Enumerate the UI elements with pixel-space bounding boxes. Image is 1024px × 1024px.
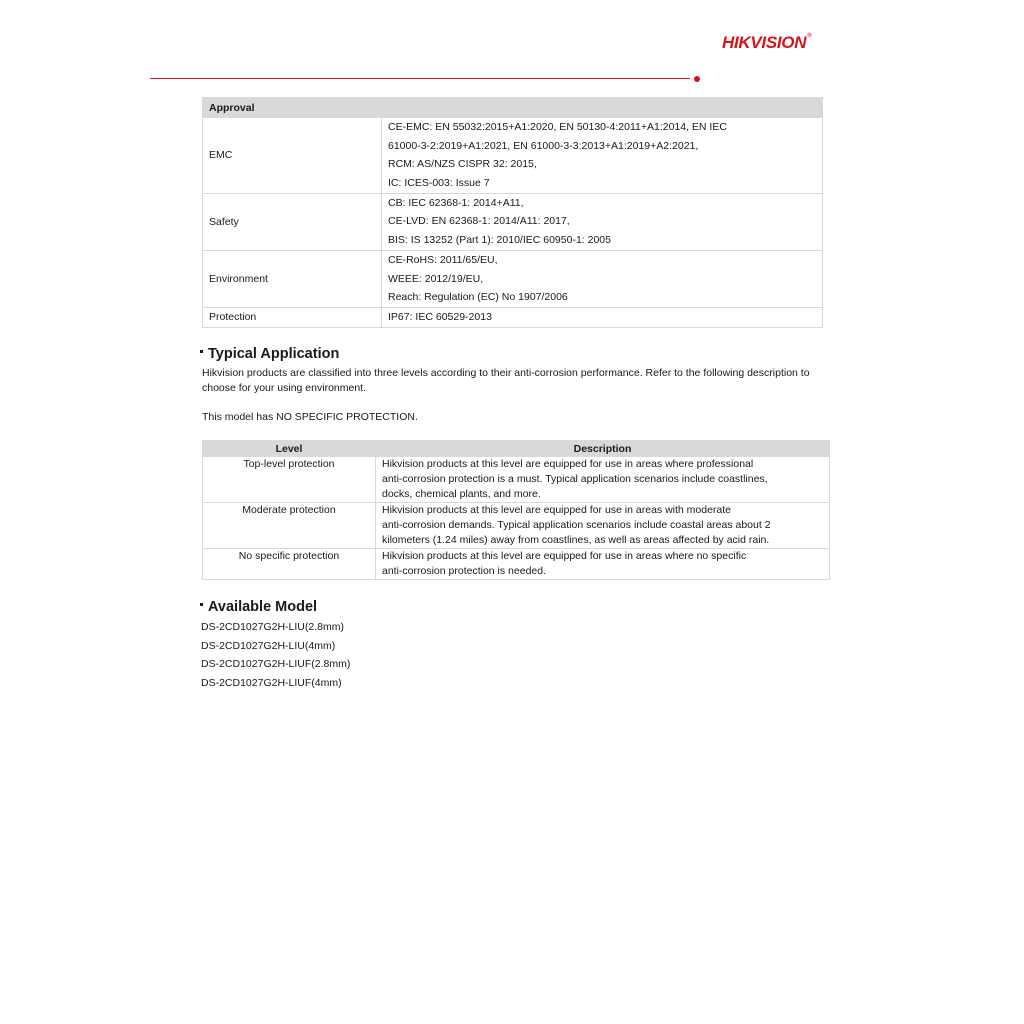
model-protection-note: This model has NO SPECIFIC PROTECTION. — [202, 411, 418, 423]
approval-label-safety: Safety — [203, 193, 382, 250]
approval-title: Approval — [203, 98, 823, 118]
approval-line: IC: ICES-003: Issue 7 — [388, 177, 490, 190]
table-row — [203, 457, 830, 503]
description-cell: Hikvision products at this level are equipped for use in areas where no specific anti-corrosion protection is needed. — [376, 549, 830, 580]
approval-line: CE-RoHS: 2011/65/EU, — [388, 253, 498, 266]
brand-name: HIKVISION — [722, 33, 807, 52]
square-bullet-icon — [200, 603, 203, 606]
table-row — [203, 307, 823, 327]
approval-value-protection — [382, 307, 823, 327]
approval-value-environment — [382, 250, 823, 307]
list-item: DS-2CD1027G2H-LIU(2.8mm) — [201, 621, 344, 633]
approval-value-emc — [382, 118, 823, 194]
column-header-description: Description — [376, 441, 830, 457]
approval-line: IP67: IEC 60529-2013 — [388, 310, 492, 323]
available-model-heading — [200, 599, 317, 615]
approval-line: CB: IEC 62368-1: 2014+A11, — [388, 196, 524, 209]
model-list — [201, 618, 350, 692]
approval-line: BIS: IS 13252 (Part 1): 2010/IEC 60950-1: 2005 — [388, 234, 611, 247]
description-cell: Hikvision products at this level are equipped for use in areas where professional anti-corrosion protection is a must. Typical application scenarios include coastlines, docks, chemical plants, and more. — [376, 457, 830, 503]
list-item: DS-2CD1027G2H-LIUF(4mm) — [201, 676, 342, 689]
approval-table — [202, 97, 823, 328]
list-item: DS-2CD1027G2H-LIU(4mm) — [201, 639, 336, 652]
header-rule — [150, 78, 690, 79]
approval-line: Reach: Regulation (EC) No 1907/2006 — [388, 291, 568, 304]
typical-application-title: Typical Application — [208, 346, 340, 362]
available-model-title: Available Model — [208, 599, 318, 615]
approval-line: WEEE: 2012/19/EU, — [388, 272, 484, 285]
protection-levels-table — [202, 440, 830, 580]
level-cell: No specific protection — [203, 549, 376, 580]
description-cell: Hikvision products at this level are equipped for use in areas with moderate anti-corrosion demands. Typical application scenarios include coastal areas about 2 kilometers (1.24 miles) away from coastlines, as well as areas affected by acid rain. — [376, 503, 830, 549]
column-header-level: Level — [203, 441, 376, 457]
table-row — [203, 503, 830, 549]
approval-line: CE-EMC: EN 55032:2015+A1:2020, EN 50130-4:2011+A1:2014, EN IEC — [388, 121, 727, 133]
approval-line: 61000-3-2:2019+A1:2021, EN 61000-3-3:2013+A1:2019+A2:2021, — [388, 139, 699, 152]
trademark-mark: ® — [807, 33, 812, 39]
approval-label-environment: Environment — [203, 250, 382, 307]
approval-line: RCM: AS/NZS CISPR 32: 2015, — [388, 158, 537, 171]
approval-header-row — [203, 98, 823, 118]
table-row — [203, 193, 823, 250]
header-rule-dot — [694, 76, 700, 82]
hikvision-logo — [722, 33, 840, 53]
typical-application-heading — [200, 346, 339, 362]
list-item: DS-2CD1027G2H-LIUF(2.8mm) — [201, 658, 351, 670]
approval-value-safety — [382, 193, 823, 250]
typical-intro: Hikvision products are classified into three levels according to their anti-corrosion performance. Refer to the following description to choose for your using environment. — [202, 367, 810, 394]
levels-header-row — [203, 441, 830, 457]
table-row — [203, 250, 823, 307]
square-bullet-icon — [200, 350, 203, 353]
approval-label-emc: EMC — [203, 118, 382, 194]
table-row — [203, 118, 823, 194]
level-cell: Top-level protection — [203, 457, 376, 503]
level-cell: Moderate protection — [203, 503, 376, 549]
approval-label-protection: Protection — [203, 307, 382, 327]
table-row — [203, 549, 830, 580]
approval-line: CE-LVD: EN 62368-1: 2014/A11: 2017, — [388, 215, 570, 228]
